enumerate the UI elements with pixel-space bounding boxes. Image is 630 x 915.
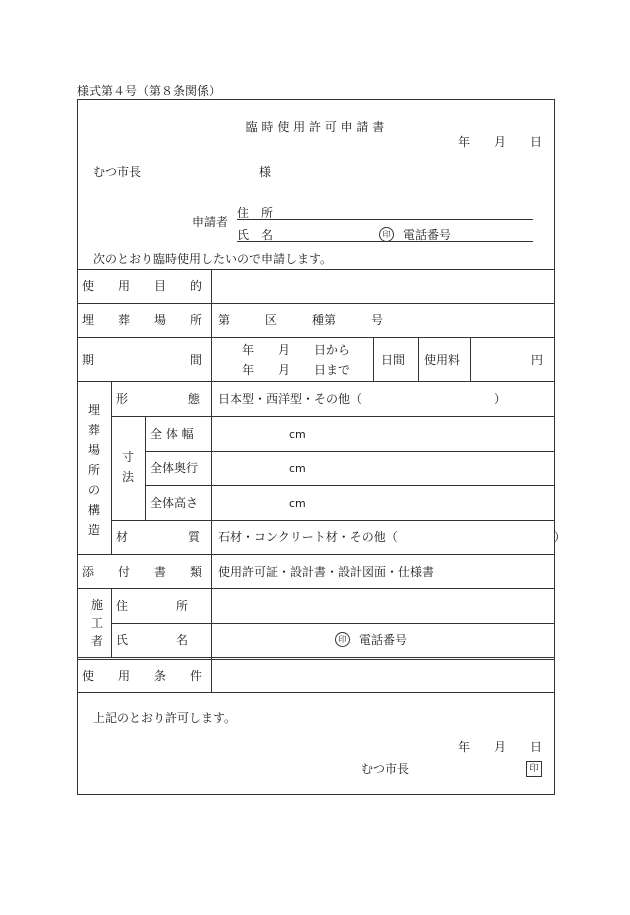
material-label: 材 質 — [116, 530, 201, 544]
location-shu: 種第 — [312, 313, 337, 327]
contractor-address-label: 住 所 — [116, 599, 189, 613]
period-from-year: 年 — [242, 343, 255, 357]
applicant-label: 申請者 — [192, 215, 229, 229]
dimension-label: 全 体 幅 — [150, 427, 194, 441]
divider — [145, 416, 146, 520]
location-go: 号 — [371, 313, 384, 327]
location-ku: 区 — [265, 313, 278, 327]
dimension-label: 全体高さ — [150, 496, 199, 510]
divider — [470, 337, 471, 381]
applicant-seal: 印 — [379, 227, 394, 242]
contractor-seal: 印 — [335, 632, 350, 647]
divider — [418, 337, 419, 381]
date-year: 年 — [458, 135, 471, 149]
divider — [373, 337, 374, 381]
period-label: 期 間 — [82, 353, 203, 367]
location-dai: 第 — [218, 313, 231, 327]
fee-yen: 円 — [531, 353, 544, 367]
contractor-name-label: 氏 名 — [116, 633, 189, 647]
location-label: 埋 葬 場 所 — [82, 313, 203, 327]
applicant-name-line[interactable] — [237, 241, 533, 242]
divider — [77, 657, 555, 658]
addressee-honorific: 様 — [259, 165, 272, 179]
divider — [111, 416, 555, 417]
divider — [211, 269, 212, 692]
divider — [77, 659, 555, 660]
dimension-unit: cm — [289, 428, 306, 441]
period-days: 日間 — [381, 353, 406, 367]
divider — [77, 269, 555, 270]
period-from-day: 日から — [314, 343, 351, 357]
date-day: 日 — [530, 135, 543, 149]
period-from-month: 月 — [278, 343, 291, 357]
applicant-address-label: 住 所 — [237, 206, 274, 220]
form-title: 臨 時 使 用 許 可 申 請 書 — [245, 120, 385, 134]
applicant-phone-label: 電話番号 — [403, 228, 452, 242]
divider — [111, 520, 555, 521]
dimension-unit: cm — [289, 497, 306, 510]
period-to-day: 日まで — [314, 363, 351, 377]
divider — [111, 381, 112, 554]
fee-label: 使用料 — [424, 353, 461, 367]
request-statement: 次のとおり臨時使用したいので申請します。 — [93, 252, 333, 266]
applicant-name-label: 氏 名 — [237, 228, 274, 242]
contractor-phone-label: 電話番号 — [359, 633, 408, 647]
contractor-vertical-label: 施工者 — [90, 598, 103, 648]
conditions-label: 使 用 条 件 — [82, 669, 203, 683]
dimension-vertical-label: 寸法 — [121, 450, 134, 484]
dimension-label: 全体奥行 — [150, 461, 199, 475]
divider — [111, 623, 555, 624]
divider — [77, 588, 555, 589]
approval-seal: 印 — [526, 761, 542, 777]
divider — [77, 303, 555, 304]
divider — [77, 554, 555, 555]
period-to-year: 年 — [242, 363, 255, 377]
structure-vertical-label: 埋葬場所の構造 — [87, 403, 100, 537]
purpose-field[interactable] — [213, 271, 553, 301]
period-to-month: 月 — [278, 363, 291, 377]
divider — [77, 381, 555, 382]
date-month: 月 — [494, 135, 507, 149]
form-label: 形 態 — [116, 392, 201, 406]
divider — [77, 337, 555, 338]
form-value: 日本型・西洋型・その他（ ） — [218, 392, 507, 406]
divider — [111, 588, 112, 657]
approval-mayor: むつ市長 — [361, 762, 410, 776]
attachments-label: 添 付 書 類 — [82, 565, 203, 579]
approval-day: 日 — [530, 740, 543, 754]
approval-statement: 上記のとおり許可します。 — [93, 711, 237, 725]
divider — [145, 485, 555, 486]
divider — [145, 451, 555, 452]
form-number: 様式第４号（第８条関係） — [77, 84, 222, 98]
attachments-value: 使用許可証・設計書・設計図面・仕様書 — [218, 565, 435, 579]
divider — [77, 692, 555, 693]
application-form — [77, 99, 555, 795]
dimension-unit: cm — [289, 462, 306, 475]
addressee-mayor: むつ市長 — [93, 165, 142, 179]
approval-month: 月 — [494, 740, 507, 754]
applicant-address-line[interactable] — [237, 219, 533, 220]
approval-year: 年 — [458, 740, 471, 754]
material-value: 石材・コンクリート材・その他（ ） — [218, 530, 566, 544]
purpose-label: 使 用 目 的 — [82, 279, 203, 293]
